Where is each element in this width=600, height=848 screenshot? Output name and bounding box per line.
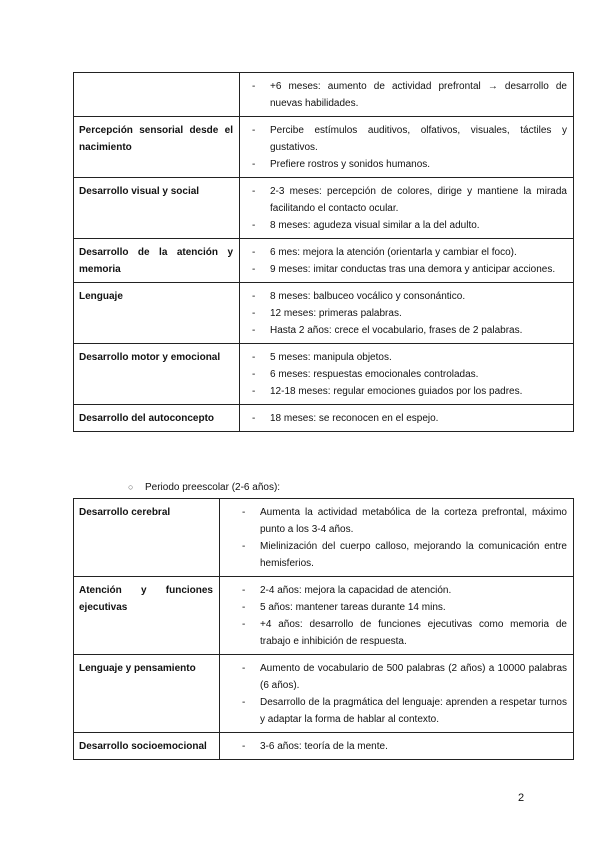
list-item: - 18 meses: se reconocen en el espejo.	[245, 410, 567, 427]
row-details	[240, 178, 574, 239]
subheading	[128, 479, 280, 496]
row-label: Desarrollo del autoconcepto	[74, 405, 240, 432]
row-details	[240, 405, 574, 432]
row-details	[220, 655, 574, 733]
row-label: Desarrollo motor y emocional	[74, 344, 240, 405]
table-row	[74, 577, 574, 655]
row-details	[220, 499, 574, 577]
list-item: - 12-18 meses: regular emociones guiados por los padres.	[245, 383, 567, 400]
list-item: - Desarrollo de la pragmática del lenguaje: aprenden a respetar turnos y adaptar la forma de hablar al contexto.	[225, 694, 567, 728]
list-item: - 8 meses: agudeza visual similar a la del adulto.	[245, 217, 567, 234]
list-item: - Percibe estímulos auditivos, olfativos, visuales, táctiles y gustativos.	[245, 122, 567, 156]
infancy-development-table	[73, 72, 574, 432]
bullet-list	[245, 183, 567, 234]
row-details	[220, 733, 574, 760]
row-label: Desarrollo visual y social	[74, 178, 240, 239]
list-item: - +4 años: desarrollo de funciones ejecutivas como memoria de trabajo e inhibición de respuesta.	[225, 616, 567, 650]
row-label: Desarrollo cerebral	[74, 499, 220, 577]
table-row	[74, 344, 574, 405]
bullet-list	[225, 504, 567, 572]
row-label: Desarrollo de la atención y memoria	[74, 239, 240, 283]
row-details	[220, 577, 574, 655]
bullet-list	[245, 78, 567, 112]
list-item: - 6 meses: respuestas emocionales controladas.	[245, 366, 567, 383]
row-label	[74, 73, 240, 117]
subheading-text: Periodo preescolar (2-6 años):	[145, 482, 281, 493]
table-row	[74, 117, 574, 178]
list-item: - 12 meses: primeras palabras.	[245, 305, 567, 322]
list-item: - 5 meses: manipula objetos.	[245, 349, 567, 366]
list-item: - +6 meses: aumento de actividad prefrontal → desarrollo de nuevas habilidades.	[245, 78, 567, 112]
row-label: Lenguaje y pensamiento	[74, 655, 220, 733]
list-item: - Aumenta la actividad metabólica de la corteza prefrontal, máximo punto a los 3-4 años.	[225, 504, 567, 538]
row-details	[240, 73, 574, 117]
bullet-list	[245, 122, 567, 173]
list-item: - 8 meses: balbuceo vocálico y consonántico.	[245, 288, 567, 305]
list-item: - 9 meses: imitar conductas tras una demora y anticipar acciones.	[245, 261, 567, 278]
row-label: Atención y funciones ejecutivas	[74, 577, 220, 655]
row-label: Desarrollo socioemocional	[74, 733, 220, 760]
list-item: - Mielinización del cuerpo calloso, mejorando la comunicación entre hemisferios.	[225, 538, 567, 572]
table-row	[74, 283, 574, 344]
row-label: Lenguaje	[74, 283, 240, 344]
table-row	[74, 499, 574, 577]
table-row	[74, 405, 574, 432]
row-details	[240, 239, 574, 283]
row-details	[240, 117, 574, 178]
table-row	[74, 239, 574, 283]
bullet-list	[245, 288, 567, 339]
bullet-list	[225, 582, 567, 650]
list-item: - Aumento de vocabulario de 500 palabras (2 años) a 10000 palabras (6 años).	[225, 660, 567, 694]
preschool-development-table	[73, 498, 574, 760]
row-details	[240, 283, 574, 344]
circle-bullet-icon: ○	[128, 482, 134, 492]
bullet-list	[245, 244, 567, 278]
list-item: - Hasta 2 años: crece el vocabulario, frases de 2 palabras.	[245, 322, 567, 339]
bullet-list	[225, 738, 567, 755]
bullet-list	[225, 660, 567, 728]
page-number: 2	[518, 792, 525, 804]
table-row	[74, 655, 574, 733]
list-item: - 3-6 años: teoría de la mente.	[225, 738, 567, 755]
table-row	[74, 733, 574, 760]
row-details	[240, 344, 574, 405]
list-item: - 6 mes: mejora la atención (orientarla y cambiar el foco).	[245, 244, 567, 261]
row-label: Percepción sensorial desde el nacimiento	[74, 117, 240, 178]
bullet-list	[245, 410, 567, 427]
list-item: - 2-4 años: mejora la capacidad de atención.	[225, 582, 567, 599]
table-row	[74, 178, 574, 239]
table-row	[74, 73, 574, 117]
bullet-list	[245, 349, 567, 400]
list-item: - 5 años: mantener tareas durante 14 mins.	[225, 599, 567, 616]
list-item: - 2-3 meses: percepción de colores, dirige y mantiene la mirada facilitando el contacto ocular.	[245, 183, 567, 217]
list-item: - Prefiere rostros y sonidos humanos.	[245, 156, 567, 173]
